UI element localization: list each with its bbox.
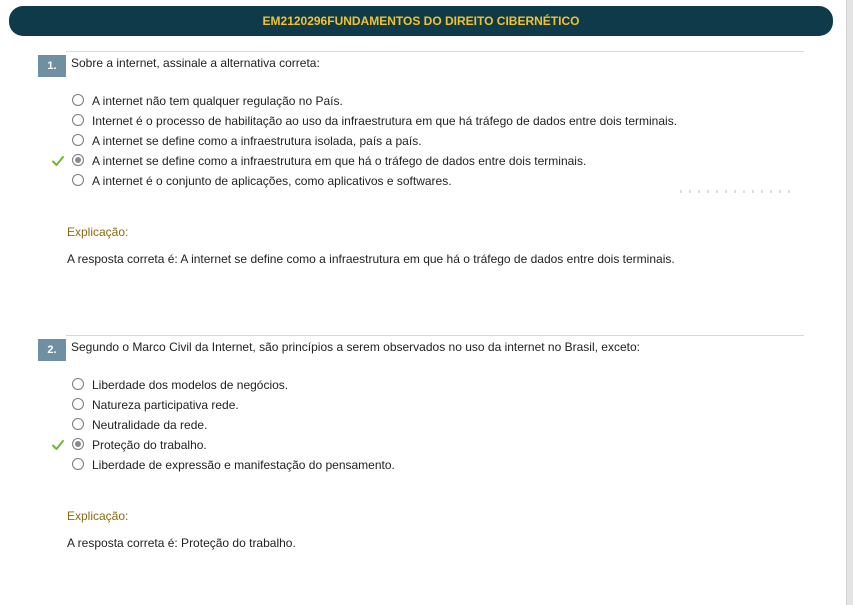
option-label: Liberdade dos modelos de negócios. xyxy=(92,378,289,392)
option-label: A internet se define como a infraestrutura em que há o tráfego de dados entre dois terminais. xyxy=(92,154,587,168)
question-divider xyxy=(66,51,804,52)
option-label: A internet não tem qualquer regulação no País. xyxy=(92,94,343,108)
radio-button[interactable] xyxy=(72,398,84,410)
correct-check-icon xyxy=(52,439,64,451)
option-label: Neutralidade da rede. xyxy=(92,418,208,432)
option-label: Natureza participativa rede. xyxy=(92,398,239,412)
explanation-text: A resposta correta é: Proteção do trabalho. xyxy=(67,536,296,550)
radio-button-selected[interactable] xyxy=(72,438,84,450)
question-text: Segundo o Marco Civil da Internet, são princípios a serem observados no uso da internet no Brasil, exceto: xyxy=(71,340,640,354)
radio-button[interactable] xyxy=(72,458,84,470)
radio-button-selected[interactable] xyxy=(72,154,84,166)
option-label: A internet se define como a infraestrutura isolada, país a país. xyxy=(92,134,422,148)
explanation-text: A resposta correta é: A internet se define como a infraestrutura em que há o tráfego de dados entre dois terminais. xyxy=(67,252,675,266)
question-number-badge: 1. xyxy=(38,55,66,77)
radio-button[interactable] xyxy=(72,378,84,390)
scan-noise xyxy=(680,190,790,193)
explanation-label: Explicação: xyxy=(67,509,129,523)
option-label: A internet é o conjunto de aplicações, como aplicativos e softwares. xyxy=(92,174,452,188)
explanation-label: Explicação: xyxy=(67,225,129,239)
radio-button[interactable] xyxy=(72,114,84,126)
question-divider xyxy=(66,335,804,336)
right-scroll-edge xyxy=(846,0,853,605)
option-label: Proteção do trabalho. xyxy=(92,438,207,452)
radio-button[interactable] xyxy=(72,174,84,186)
question-number-badge: 2. xyxy=(38,339,66,361)
option-label: Liberdade de expressão e manifestação do pensamento. xyxy=(92,458,395,472)
page-title: EM2120296FUNDAMENTOS DO DIREITO CIBERNÉTICO xyxy=(262,14,580,28)
option-label: Internet é o processo de habilitação ao uso da infraestrutura em que há tráfego de dados entre dois terminais. xyxy=(92,114,678,128)
radio-button[interactable] xyxy=(72,94,84,106)
header-bar xyxy=(9,6,833,36)
correct-check-icon xyxy=(52,155,64,167)
radio-button[interactable] xyxy=(72,418,84,430)
question-text: Sobre a internet, assinale a alternativa correta: xyxy=(71,56,320,70)
radio-button[interactable] xyxy=(72,134,84,146)
